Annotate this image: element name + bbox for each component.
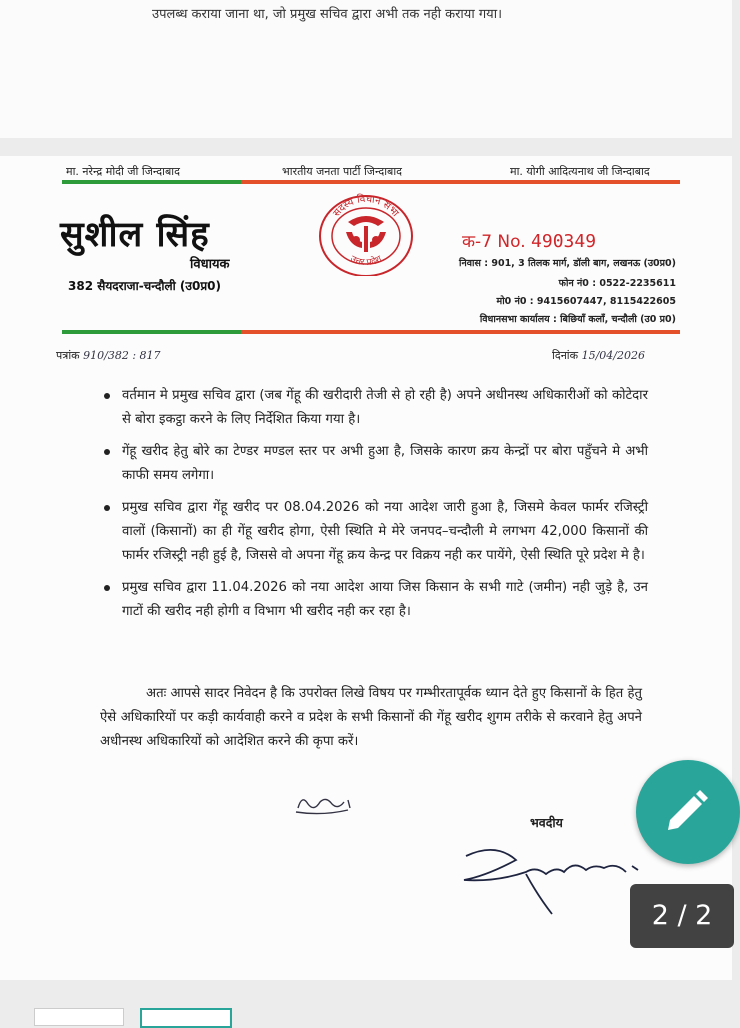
constituency: 382 सैयदराजा-चन्दौली (उ0प्र0) (68, 279, 221, 293)
slogan-center: भारतीय जनता पार्टी जिन्दाबाद (282, 165, 403, 178)
reference-label: पत्रांक (56, 349, 80, 362)
letterhead-bottom-bar (62, 330, 680, 334)
list-item: प्रमुख सचिव द्वारा गेंहू खरीद पर 08.04.2026 को नया आदेश जारी हुआ है, जिसमे केवल फार्मर रजिस्ट्री वालों (किसानों) का ही गेंहू खरीद होगा, ऐसी स्थिति मे मेरे जनपद–चन्दौली मे लगभग 42,000 किसानों की फार्मर रजिस्ट्री नही हुई है, जिससे वो अपना गेंहू क्रय केन्द्र पर विक्रय नही कर पायेंगे, ऐसी स्थिति पूरे प्रदेश मे है। (122, 496, 648, 568)
serial-number: 490349 (531, 231, 597, 252)
page-thumbnails (0, 1000, 732, 1024)
mobile-number: मो0 नं0 : 9415607447, 8115422605 (496, 296, 676, 307)
handwritten-note (292, 790, 362, 831)
reference-date (552, 348, 645, 363)
letterhead-top-bar (62, 180, 680, 184)
slogan-right: मा. योगी आदित्यनाथ जी जिन्दाबाद (510, 165, 650, 178)
edit-button[interactable] (636, 760, 740, 864)
list-item: गेंहू खरीद हेतु बोरे का टेण्डर मण्डल स्तर पर अभी हुआ है, जिसके कारण क्रय केन्द्रों पर बोरा पहुँचने मे अभी काफी समय लगेगा। (122, 440, 648, 488)
list-item: वर्तमान मे प्रमुख सचिव द्वारा (जब गेंहू की खरीदारी तेजी से हो रही है) अपने अधीनस्थ अधिकारीओं को कोटेदार से बोरा इकट्ठा करने के लिए निर्देशित किया गया है। (122, 384, 648, 432)
date-label: दिनांक (552, 349, 579, 362)
residence-address: निवास : 901, 3 तिलक मार्ग, डॉली बाग, लखनऊ (उ0प्र0) (459, 258, 676, 269)
emblem-bottom-text: उत्तर प्रदेश (348, 254, 384, 269)
thumbnail-page-2[interactable] (140, 1008, 232, 1028)
signature (456, 836, 646, 937)
request-paragraph: अतः आपसे सादर निवेदन है कि उपरोक्त लिखे विषय पर गम्भीरतापूर्वक ध्यान देते हुए किसानों के हित हेतु ऐसे अधिकारियों पर कड़ी कार्यवाही करने व प्रदेश के सभी किसानों की गेंहू खरीद शुगम तरीके से करवाने हेतु अपने अधीनस्थ अधिकारियों को आदेशित करने की कृपा करें। (100, 686, 642, 749)
mla-role: विधायक (190, 257, 230, 272)
reference-number (56, 348, 161, 363)
thumbnail-page-1[interactable] (34, 1008, 124, 1026)
signature-text: सुशील सिंह (456, 936, 461, 937)
serial-prefix: क-7 No. (462, 232, 526, 252)
mla-name: सुशील सिंह (60, 214, 210, 255)
previous-page-last-line: उपलब्ध कराया जाना था, जो प्रमुख सचिव द्वारा अभी तक नही कराया गया। (152, 7, 502, 22)
closing-salutation: भवदीय (530, 815, 563, 830)
letter-body (100, 384, 648, 632)
document-page (0, 156, 732, 980)
letterhead-serial (462, 229, 596, 252)
list-item: प्रमुख सचिव द्वारा 11.04.2026 को नया आदेश आया जिस किसान के सभी गाटे (जमीन) नही जुड़े है, उन गाटों की खरीद नही होगी व विभाग भी खरीद नही कर रहा है। (122, 576, 648, 624)
slogan-left: मा. नरेन्द्र मोदी जी जिन्दाबाद (66, 165, 180, 178)
emblem-top-text: सदस्य विधान सभा (331, 193, 401, 220)
office-address: विधानसभा कार्यालय : बिछियाँ कलाँ, चन्दौली (उ0 प्र0) (479, 314, 676, 325)
issues-list (100, 384, 648, 624)
reference-value: 910/382 : 817 (83, 349, 161, 362)
previous-page (0, 0, 732, 138)
svg-text:उत्तर प्रदेश (349, 254, 385, 268)
pencil-icon (662, 788, 710, 836)
handwritten-note-text: सादर। (292, 830, 295, 831)
phone-number: फोन नं0 : 0522-2235611 (558, 278, 676, 289)
assembly-emblem-icon (318, 192, 414, 276)
date-value: 15/04/2026 (581, 349, 645, 362)
page-indicator: 2 / 2 (630, 884, 734, 948)
